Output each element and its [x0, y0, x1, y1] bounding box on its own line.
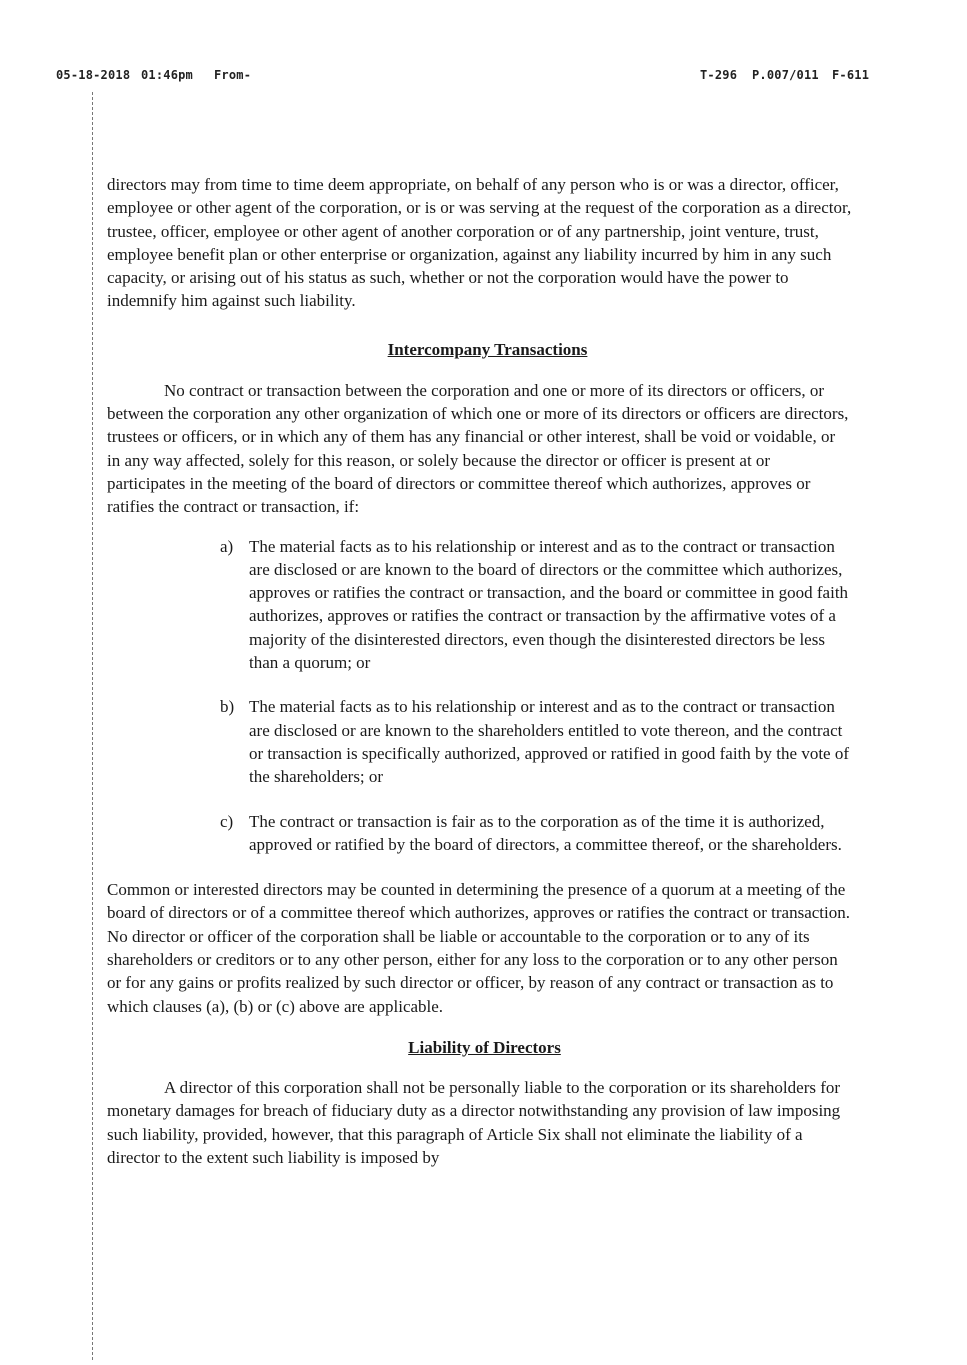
- fax-date: 05-18-2018: [56, 68, 131, 82]
- section-heading-liability: Liability of Directors: [408, 1037, 561, 1057]
- intercompany-closing-paragraph: Common or interested directors may be counted in determining the presence of a quorum at a meeting of the board of directors or of a committee thereof which authorizes, approves or ratifies the contract or transaction. No director or officer of the corporation shall be liable or accountable to the corporation or to any of its shareholders or creditors or to any other person, either for any loss to the corporation or to any other person or for any gains or profits realized by such director or officer, by reason of any contract or transaction as to which clauses (a), (b) or (c) above are applicable.: [107, 880, 850, 1016]
- clause-b: [107, 695, 852, 788]
- margin-line: [92, 92, 93, 1360]
- fax-time: 01:46pm: [141, 68, 193, 82]
- clause-a: [107, 535, 852, 675]
- opening-paragraph: directors may from time to time deem appropriate, on behalf of any person who is or was a director, officer, employee or other agent of the corporation, or is or was serving at the request of the corporation as a director, trustee, officer, employee or other agent of another corporation or of any partnership, joint venture, trust, employee benefit plan or other enterprise or organization, against any liability incurred by him in any such capacity, or arising out of his status as such, whether or not the corporation would have the power to indemnify him against such liability.: [107, 175, 852, 311]
- clause-marker: c): [220, 811, 234, 831]
- clause-text: The contract or transaction is fair as to the corporation as of the time it is authorized, approved or ratified by the board of directors, a committee thereof, or the shareholders.: [249, 811, 842, 854]
- document-page: [107, 173, 852, 1169]
- clause-c: [107, 810, 852, 857]
- fax-form-code: F-611: [832, 68, 870, 82]
- clause-marker: a): [220, 536, 234, 556]
- clause-text: The material facts as to his relationship or interest and as to the contract or transaction are disclosed or are known to the board of directors or the committee which authorizes, approves or ratifies the contract or transaction, and the board or committee in good faith authorizes, approves or ratifies the contract or transaction by the affirmative votes of a majority of the disinterested directors, even though the disinterested directors be less than a quorum; or: [249, 536, 849, 673]
- clause-marker: b): [220, 697, 235, 717]
- fax-transmission-id: T-296: [700, 68, 738, 82]
- fax-header: [0, 68, 967, 88]
- section-heading-intercompany: Intercompany Transactions: [387, 339, 588, 359]
- fax-from: From-: [214, 68, 252, 82]
- intercompany-paragraph: No contract or transaction between the corporation and one or more of its directors or officers, or between the corporation any other organization of which one or more of its directors or officers are directors, trustees or officers, or in which any of them has any financial or other interest, shall be void or voidable, or in any way affected, solely for this reason, or solely because the director or officer is present at or participates in the meeting of the board of directors or committee thereof which authorizes, approves or ratifies the contract or transaction, if:: [107, 380, 849, 517]
- liability-paragraph: A director of this corporation shall not be personally liable to the corporation or its shareholders for monetary damages for breach of fiduciary duty as a director notwithstanding any provision of law imposing such liability, provided, however, that this paragraph of Article Six shall not eliminate the liability of a director to the extent such liability is imposed by: [107, 1077, 841, 1167]
- clause-text: The material facts as to his relationship or interest and as to the contract or transaction are disclosed or are known to the shareholders entitled to vote thereon, and the contract or transaction is specifically authorized, approved or ratified in good faith by the vote of the shareholders; or: [249, 697, 849, 787]
- fax-page-number: P.007/011: [752, 68, 819, 82]
